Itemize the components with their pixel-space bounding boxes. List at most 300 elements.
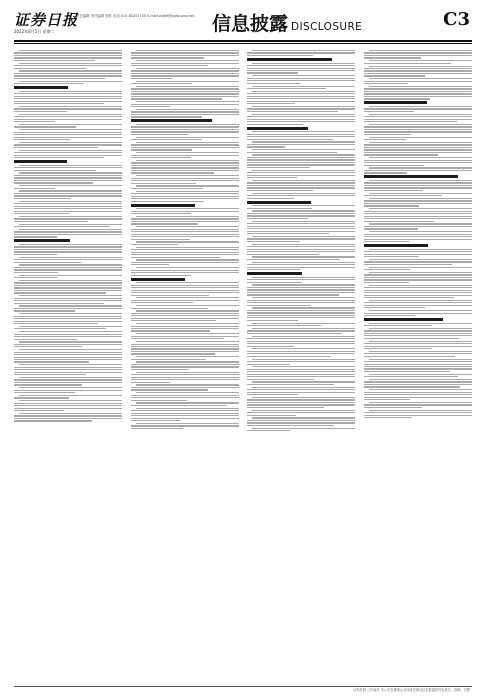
text-line bbox=[136, 137, 239, 138]
text-line bbox=[247, 351, 355, 352]
text-line bbox=[247, 269, 300, 270]
text-line bbox=[131, 170, 239, 171]
paragraph bbox=[364, 50, 472, 59]
paragraph bbox=[364, 389, 472, 400]
text-line bbox=[364, 302, 472, 303]
paragraph bbox=[14, 349, 122, 363]
text-line bbox=[131, 275, 191, 276]
text-line bbox=[364, 187, 472, 188]
text-line bbox=[131, 114, 239, 115]
text-line bbox=[14, 134, 122, 135]
text-line bbox=[136, 259, 239, 260]
text-line bbox=[247, 68, 355, 69]
text-line bbox=[247, 282, 301, 283]
text-line bbox=[14, 262, 81, 263]
text-line bbox=[14, 300, 122, 301]
paragraph bbox=[131, 124, 239, 135]
text-line bbox=[364, 144, 472, 145]
text-line bbox=[131, 236, 239, 237]
paragraph bbox=[14, 81, 122, 85]
text-line bbox=[247, 65, 355, 66]
text-line bbox=[252, 86, 355, 87]
text-line bbox=[136, 142, 239, 143]
text-line bbox=[14, 177, 122, 178]
text-line bbox=[131, 162, 239, 163]
paragraph bbox=[364, 167, 472, 173]
text-line bbox=[136, 160, 239, 161]
text-line bbox=[364, 404, 472, 405]
text-line bbox=[14, 78, 105, 79]
text-line bbox=[136, 423, 239, 424]
section-heading bbox=[131, 278, 185, 281]
text-line bbox=[247, 259, 340, 260]
text-line bbox=[247, 364, 289, 365]
text-line bbox=[364, 75, 425, 76]
text-line bbox=[369, 379, 472, 380]
text-line bbox=[364, 364, 472, 365]
text-line bbox=[364, 381, 472, 382]
text-line bbox=[19, 313, 122, 314]
text-line bbox=[247, 101, 355, 102]
text-line bbox=[19, 216, 122, 217]
text-line bbox=[19, 364, 122, 365]
text-line bbox=[14, 372, 122, 373]
text-line bbox=[14, 139, 70, 140]
text-line bbox=[131, 96, 239, 97]
text-line bbox=[364, 290, 472, 291]
text-line bbox=[131, 302, 193, 303]
paragraph bbox=[247, 86, 355, 90]
text-line bbox=[14, 328, 106, 329]
paragraph bbox=[364, 359, 472, 373]
section-heading bbox=[131, 204, 195, 207]
paragraph bbox=[247, 348, 355, 357]
issue-date: 2022年8月2日 星期二 bbox=[14, 29, 55, 34]
text-line bbox=[247, 325, 320, 326]
text-line bbox=[14, 175, 122, 176]
text-line bbox=[247, 430, 290, 431]
text-line bbox=[131, 364, 239, 365]
text-line bbox=[14, 269, 122, 270]
text-line bbox=[247, 136, 355, 137]
text-line bbox=[369, 142, 472, 143]
paragraph bbox=[131, 208, 239, 214]
text-line bbox=[369, 50, 472, 51]
text-line bbox=[14, 334, 122, 335]
text-line bbox=[364, 93, 472, 94]
text-line bbox=[364, 356, 455, 357]
paragraph bbox=[247, 50, 355, 56]
text-line bbox=[369, 249, 472, 250]
text-line bbox=[247, 392, 355, 393]
paragraph bbox=[14, 50, 122, 61]
paragraph bbox=[131, 392, 239, 401]
text-line bbox=[131, 295, 209, 296]
text-line bbox=[19, 377, 122, 378]
text-line bbox=[252, 410, 355, 411]
paragraph bbox=[364, 249, 472, 258]
header-rule bbox=[14, 40, 472, 42]
header-rule-thin bbox=[14, 43, 472, 44]
paragraph bbox=[14, 341, 122, 347]
text-line bbox=[247, 404, 355, 405]
text-line bbox=[247, 218, 308, 219]
text-line bbox=[364, 343, 472, 344]
text-line bbox=[131, 126, 239, 127]
section-title-en: DISCLOSURE bbox=[291, 21, 363, 33]
text-line bbox=[364, 392, 472, 393]
text-line bbox=[252, 221, 355, 222]
paragraph bbox=[364, 193, 472, 197]
paragraph bbox=[131, 81, 239, 85]
text-line bbox=[131, 198, 239, 199]
text-column-1 bbox=[14, 50, 122, 682]
text-line bbox=[247, 93, 355, 94]
text-line bbox=[14, 68, 86, 69]
paragraph bbox=[14, 413, 122, 422]
text-line bbox=[364, 348, 432, 349]
text-line bbox=[131, 346, 239, 347]
text-line bbox=[364, 254, 472, 255]
text-line bbox=[131, 344, 239, 345]
text-line bbox=[247, 254, 319, 255]
text-line bbox=[14, 96, 122, 97]
text-line bbox=[131, 63, 239, 64]
text-line bbox=[247, 289, 355, 290]
text-line bbox=[14, 121, 55, 122]
text-line bbox=[14, 290, 122, 291]
paragraph bbox=[131, 333, 239, 339]
text-line bbox=[364, 366, 472, 367]
text-line bbox=[252, 297, 355, 298]
text-line bbox=[369, 114, 472, 115]
text-line bbox=[14, 405, 122, 406]
text-line bbox=[14, 157, 104, 158]
text-line bbox=[252, 63, 355, 64]
text-line bbox=[131, 57, 204, 58]
text-line bbox=[14, 144, 122, 145]
text-line bbox=[364, 346, 472, 347]
text-line bbox=[131, 410, 239, 411]
text-line bbox=[14, 108, 122, 109]
paragraph bbox=[364, 231, 472, 242]
text-line bbox=[252, 359, 355, 360]
text-line bbox=[19, 50, 122, 51]
text-line bbox=[136, 341, 239, 342]
text-line bbox=[14, 298, 122, 299]
text-line bbox=[131, 111, 239, 112]
text-line bbox=[14, 206, 122, 207]
paragraph bbox=[131, 423, 239, 429]
paragraph bbox=[14, 142, 122, 148]
section-heading bbox=[14, 86, 68, 89]
text-line bbox=[364, 307, 425, 308]
text-line bbox=[131, 234, 239, 235]
text-line bbox=[247, 330, 355, 331]
paragraph bbox=[364, 60, 472, 64]
text-line bbox=[247, 300, 355, 301]
text-line bbox=[131, 257, 220, 258]
text-line bbox=[247, 172, 355, 173]
text-line bbox=[369, 374, 472, 375]
text-line bbox=[136, 402, 239, 403]
text-line bbox=[131, 201, 205, 202]
section-heading bbox=[131, 119, 213, 122]
text-line bbox=[131, 292, 239, 293]
text-line bbox=[131, 70, 239, 71]
text-line bbox=[247, 72, 298, 73]
text-line bbox=[369, 328, 472, 329]
paragraph bbox=[364, 310, 472, 316]
text-line bbox=[131, 252, 239, 253]
paragraph bbox=[364, 142, 472, 156]
paragraph bbox=[364, 267, 472, 271]
text-line bbox=[247, 159, 355, 160]
paragraph bbox=[364, 106, 472, 112]
text-line bbox=[247, 144, 355, 145]
text-column-3 bbox=[247, 50, 355, 682]
text-line bbox=[14, 132, 122, 133]
text-line bbox=[19, 172, 122, 173]
text-line bbox=[131, 104, 239, 105]
text-line bbox=[14, 339, 77, 340]
paragraph bbox=[131, 152, 239, 158]
paragraph bbox=[364, 137, 472, 141]
text-line bbox=[131, 397, 239, 398]
text-line bbox=[369, 180, 472, 181]
text-line bbox=[364, 386, 460, 387]
text-line bbox=[247, 241, 299, 242]
text-line bbox=[364, 57, 422, 58]
text-line bbox=[364, 134, 411, 135]
paragraph bbox=[247, 193, 355, 199]
text-line bbox=[14, 352, 122, 353]
text-line bbox=[136, 185, 239, 186]
paragraph bbox=[131, 185, 239, 189]
paragraph bbox=[247, 417, 355, 426]
text-line bbox=[252, 75, 355, 76]
text-line bbox=[247, 422, 355, 423]
text-line bbox=[252, 193, 355, 194]
text-line bbox=[247, 108, 355, 109]
paragraph bbox=[14, 305, 122, 311]
paragraph bbox=[14, 364, 122, 375]
text-line bbox=[131, 308, 208, 309]
text-line bbox=[131, 73, 239, 74]
text-line bbox=[364, 397, 472, 398]
text-line bbox=[247, 356, 331, 357]
text-line bbox=[136, 226, 239, 227]
text-line bbox=[131, 52, 239, 53]
text-line bbox=[364, 228, 418, 229]
page-number: C3 bbox=[443, 9, 470, 30]
text-line bbox=[364, 256, 419, 257]
text-line bbox=[131, 188, 203, 189]
paragraph bbox=[131, 191, 239, 202]
text-line bbox=[247, 267, 355, 268]
text-line bbox=[131, 382, 171, 383]
text-line bbox=[364, 269, 410, 270]
text-line bbox=[14, 198, 71, 199]
text-line bbox=[136, 361, 239, 362]
text-line bbox=[14, 408, 122, 409]
footer-note: 证券代码 公告编号 本公司及董事会全体成员保证信息披露的内容真实、准确、完整 bbox=[353, 688, 470, 692]
paragraph bbox=[131, 241, 239, 245]
text-line bbox=[14, 55, 122, 56]
paragraph bbox=[131, 60, 239, 66]
text-line bbox=[364, 213, 472, 214]
paragraph bbox=[14, 331, 122, 340]
text-line bbox=[136, 216, 239, 217]
paragraph bbox=[14, 326, 122, 330]
paragraph bbox=[131, 402, 239, 406]
text-line bbox=[131, 300, 239, 301]
text-line bbox=[136, 297, 239, 298]
text-line bbox=[14, 93, 122, 94]
text-line bbox=[247, 292, 355, 293]
text-line bbox=[14, 147, 98, 148]
text-line bbox=[131, 196, 239, 197]
text-line bbox=[247, 407, 324, 408]
text-line bbox=[247, 333, 342, 334]
paragraph bbox=[364, 208, 472, 222]
text-line bbox=[369, 267, 472, 268]
paragraph bbox=[364, 86, 472, 100]
text-line bbox=[131, 131, 239, 132]
article-columns bbox=[14, 50, 472, 682]
text-line bbox=[131, 149, 192, 150]
text-line bbox=[247, 238, 355, 239]
paragraph bbox=[247, 63, 355, 74]
text-line bbox=[131, 377, 239, 378]
text-line bbox=[19, 395, 122, 396]
text-line bbox=[14, 231, 122, 232]
text-line bbox=[136, 208, 239, 209]
paragraph bbox=[247, 106, 355, 112]
text-line bbox=[247, 215, 355, 216]
paragraph bbox=[247, 262, 355, 271]
text-line bbox=[369, 124, 472, 125]
text-line bbox=[247, 103, 294, 104]
paragraph bbox=[247, 397, 355, 408]
text-line bbox=[131, 155, 239, 156]
text-line bbox=[14, 285, 122, 286]
text-line bbox=[131, 262, 239, 263]
paragraph bbox=[364, 272, 472, 283]
text-line bbox=[369, 167, 472, 168]
paragraph bbox=[14, 165, 122, 171]
paragraph bbox=[364, 157, 472, 166]
text-line bbox=[14, 318, 122, 319]
text-line bbox=[19, 165, 122, 166]
text-line bbox=[247, 55, 312, 56]
paragraph bbox=[364, 374, 472, 378]
paragraph bbox=[247, 91, 355, 105]
text-line bbox=[247, 146, 285, 147]
text-line bbox=[131, 147, 239, 148]
paragraph bbox=[247, 170, 355, 179]
text-line bbox=[136, 86, 239, 87]
text-line bbox=[136, 68, 239, 69]
text-line bbox=[364, 226, 472, 227]
paragraph bbox=[14, 70, 122, 79]
text-line bbox=[131, 249, 239, 250]
text-line bbox=[19, 257, 122, 258]
text-line bbox=[131, 116, 203, 117]
text-line bbox=[131, 239, 190, 240]
paragraph bbox=[14, 387, 122, 393]
text-line bbox=[364, 190, 423, 191]
text-line bbox=[14, 303, 104, 304]
paragraph bbox=[14, 275, 122, 279]
text-line bbox=[369, 300, 472, 301]
text-line bbox=[14, 310, 75, 311]
text-line bbox=[14, 246, 122, 247]
text-line bbox=[364, 152, 472, 153]
text-line bbox=[369, 259, 472, 260]
paragraph bbox=[247, 284, 355, 295]
paragraph bbox=[14, 172, 122, 183]
text-line bbox=[364, 108, 472, 109]
text-line bbox=[14, 188, 55, 189]
text-line bbox=[369, 231, 472, 232]
text-line bbox=[369, 310, 472, 311]
paragraph bbox=[14, 395, 122, 399]
text-line bbox=[131, 244, 179, 245]
section-heading bbox=[364, 244, 428, 247]
text-line bbox=[14, 111, 67, 112]
paragraph bbox=[247, 236, 355, 242]
text-line bbox=[252, 348, 355, 349]
paragraph bbox=[14, 185, 122, 189]
text-line bbox=[14, 234, 122, 235]
text-line bbox=[247, 384, 334, 385]
text-line bbox=[364, 172, 407, 173]
text-line bbox=[19, 114, 122, 115]
paragraph bbox=[14, 313, 122, 324]
text-line bbox=[131, 353, 215, 354]
text-line bbox=[247, 213, 355, 214]
text-line bbox=[19, 201, 122, 202]
text-line bbox=[369, 285, 472, 286]
text-line bbox=[131, 78, 172, 79]
text-line bbox=[131, 65, 208, 66]
paragraph bbox=[14, 377, 122, 386]
text-line bbox=[136, 305, 239, 306]
text-line bbox=[364, 264, 452, 265]
text-line bbox=[252, 149, 355, 150]
text-line bbox=[14, 213, 69, 214]
paragraph bbox=[14, 257, 122, 263]
text-line bbox=[247, 369, 355, 370]
text-line bbox=[369, 198, 472, 199]
paragraph bbox=[247, 277, 355, 283]
text-line bbox=[131, 180, 239, 181]
text-line bbox=[14, 180, 122, 181]
text-line bbox=[247, 185, 355, 186]
paragraph bbox=[247, 428, 355, 432]
text-line bbox=[14, 321, 122, 322]
text-line bbox=[14, 367, 122, 368]
text-line bbox=[14, 254, 57, 255]
text-line bbox=[14, 195, 122, 196]
text-line bbox=[14, 420, 92, 421]
text-line bbox=[131, 144, 239, 145]
text-line bbox=[247, 379, 314, 380]
text-line bbox=[136, 408, 239, 409]
section-title bbox=[212, 9, 362, 36]
paragraph bbox=[131, 305, 239, 309]
